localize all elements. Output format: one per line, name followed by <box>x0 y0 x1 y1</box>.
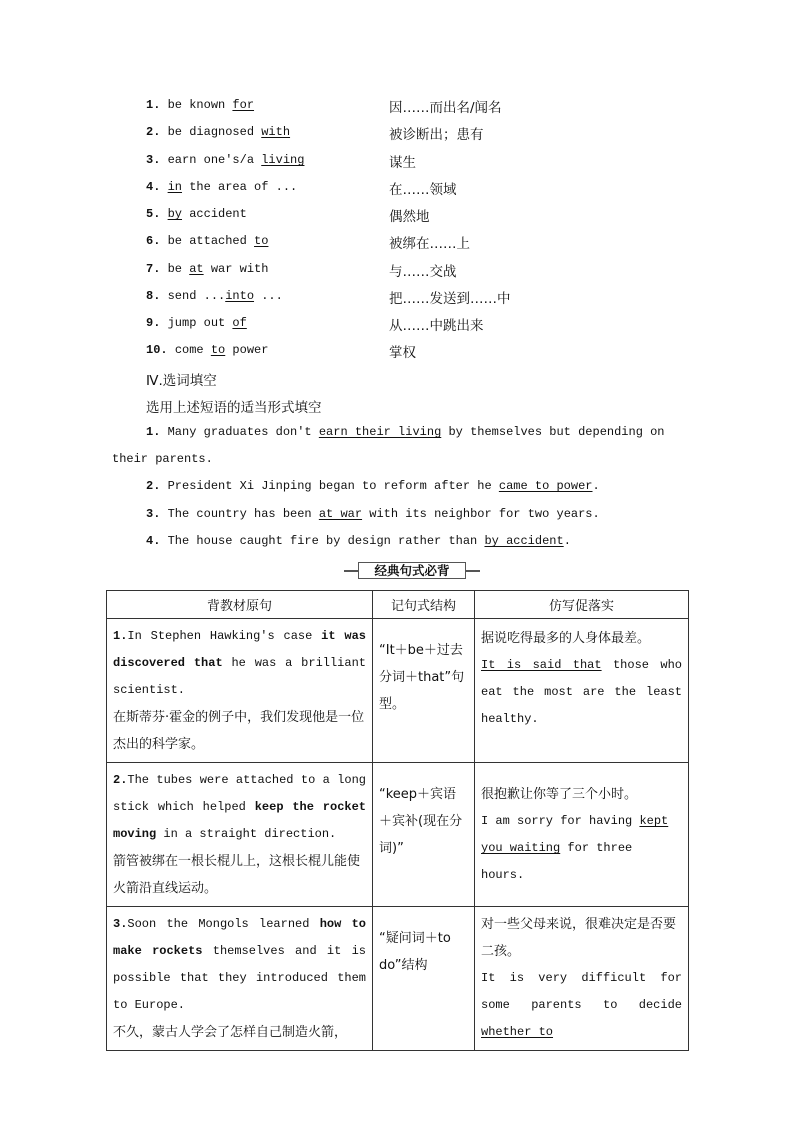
imitation-cell <box>475 763 689 907</box>
table-header: 记句式结构 <box>373 591 475 619</box>
phrase-item: 6. be attached to <box>146 234 269 248</box>
imitation-prompt: 很抱歉让你等了三个小时。 <box>481 787 638 802</box>
structure-text: “It＋be＋过去分词＋that”句型。 <box>379 643 465 712</box>
fill-sentence: 1. Many graduates don't earn their living by themselves but depending on their parents. <box>112 425 665 466</box>
original-translation: 箭管被绑在一根长棍儿上，这根长棍儿能使火箭沿直线运动。 <box>113 854 361 896</box>
original-translation: 不久，蒙古人学会了怎样自己制造火箭， <box>113 1025 348 1040</box>
imitation-answer: It is said that those who eat the most are the least healthy. <box>481 658 682 726</box>
structure-cell <box>373 763 475 907</box>
fill-sentence: 3. The country has been at war with its neighbor for two years. <box>146 507 600 521</box>
phrase-meaning: 掌权 <box>389 345 416 361</box>
structure-text: “疑问词＋to do”结构 <box>379 931 451 973</box>
phrase-meaning: 与……交战 <box>389 264 457 280</box>
phrase-meaning: 在……领域 <box>389 182 457 198</box>
table-header-row <box>107 591 689 619</box>
phrase-meaning: 把……发送到……中 <box>389 291 511 307</box>
banner-title: 经典句式必背 <box>358 562 466 579</box>
original-sentence: 3.Soon the Mongols learned how to make rockets themselves and it is possible that they introduced them to Europe. <box>113 917 366 1012</box>
phrase-item: 1. be known for <box>146 98 255 112</box>
table-row <box>107 763 689 907</box>
phrase-meaning: 从……中跳出来 <box>389 318 484 334</box>
imitation-answer: I am sorry for having kept you waiting for three hours. <box>481 814 669 882</box>
table-row <box>107 907 689 1051</box>
structure-text: “keep＋宾语＋宾补(现在分词)” <box>379 787 463 856</box>
original-sentence-cell <box>107 907 373 1051</box>
phrase-item: 2. be diagnosed with <box>146 125 291 139</box>
phrase-meaning: 因……而出名/闻名 <box>389 100 502 116</box>
table-row <box>107 619 689 763</box>
table-header: 仿写促落实 <box>475 591 689 619</box>
phrase-item: 5. by accident <box>146 207 247 221</box>
imitation-prompt: 对一些父母来说，很难决定是否要二孩。 <box>481 917 677 959</box>
phrase-item: 10. come to power <box>146 343 269 357</box>
section-title: Ⅳ.选词填空 <box>146 373 217 389</box>
phrase-meaning: 被绑在……上 <box>389 236 470 252</box>
phrase-meaning: 谋生 <box>389 155 416 171</box>
structure-cell <box>373 907 475 1051</box>
phrase-item: 9. jump out of <box>146 316 247 330</box>
original-sentence-cell <box>107 763 373 907</box>
imitation-answer: It is very difficult for some parents to decide whether to <box>481 971 682 1039</box>
phrase-meaning: 被诊断出；患有 <box>389 127 484 143</box>
table-header: 背教材原句 <box>107 591 373 619</box>
fill-sentence: 4. The house caught fire by design rather than by accident. <box>146 534 571 548</box>
section-banner <box>344 562 480 579</box>
section-instruction: 选用上述短语的适当形式填空 <box>146 400 322 416</box>
original-translation: 在斯蒂芬·霍金的例子中，我们发现他是一位杰出的科学家。 <box>113 710 365 752</box>
sentence-pattern-table <box>106 590 689 1051</box>
imitation-prompt: 据说吃得最多的人身体最差。 <box>481 631 651 646</box>
original-sentence: 2.The tubes were attached to a long stick which helped keep the rocket moving in a straight direction. <box>113 773 366 841</box>
original-sentence-cell <box>107 619 373 763</box>
imitation-cell <box>475 619 689 763</box>
original-sentence: 1.In Stephen Hawking's case it was discovered that he was a brilliant scientist. <box>113 629 366 697</box>
fill-sentence: 2. President Xi Jinping began to reform after he came to power. <box>146 479 600 493</box>
imitation-cell <box>475 907 689 1051</box>
phrase-item: 7. be at war with <box>146 262 269 276</box>
phrase-item: 3. earn one's/a living <box>146 153 305 167</box>
phrase-item: 4. in the area of ... <box>146 180 298 194</box>
structure-cell <box>373 619 475 763</box>
phrase-meaning: 偶然地 <box>389 209 430 225</box>
phrase-item: 8. send ...into ... <box>146 289 283 303</box>
